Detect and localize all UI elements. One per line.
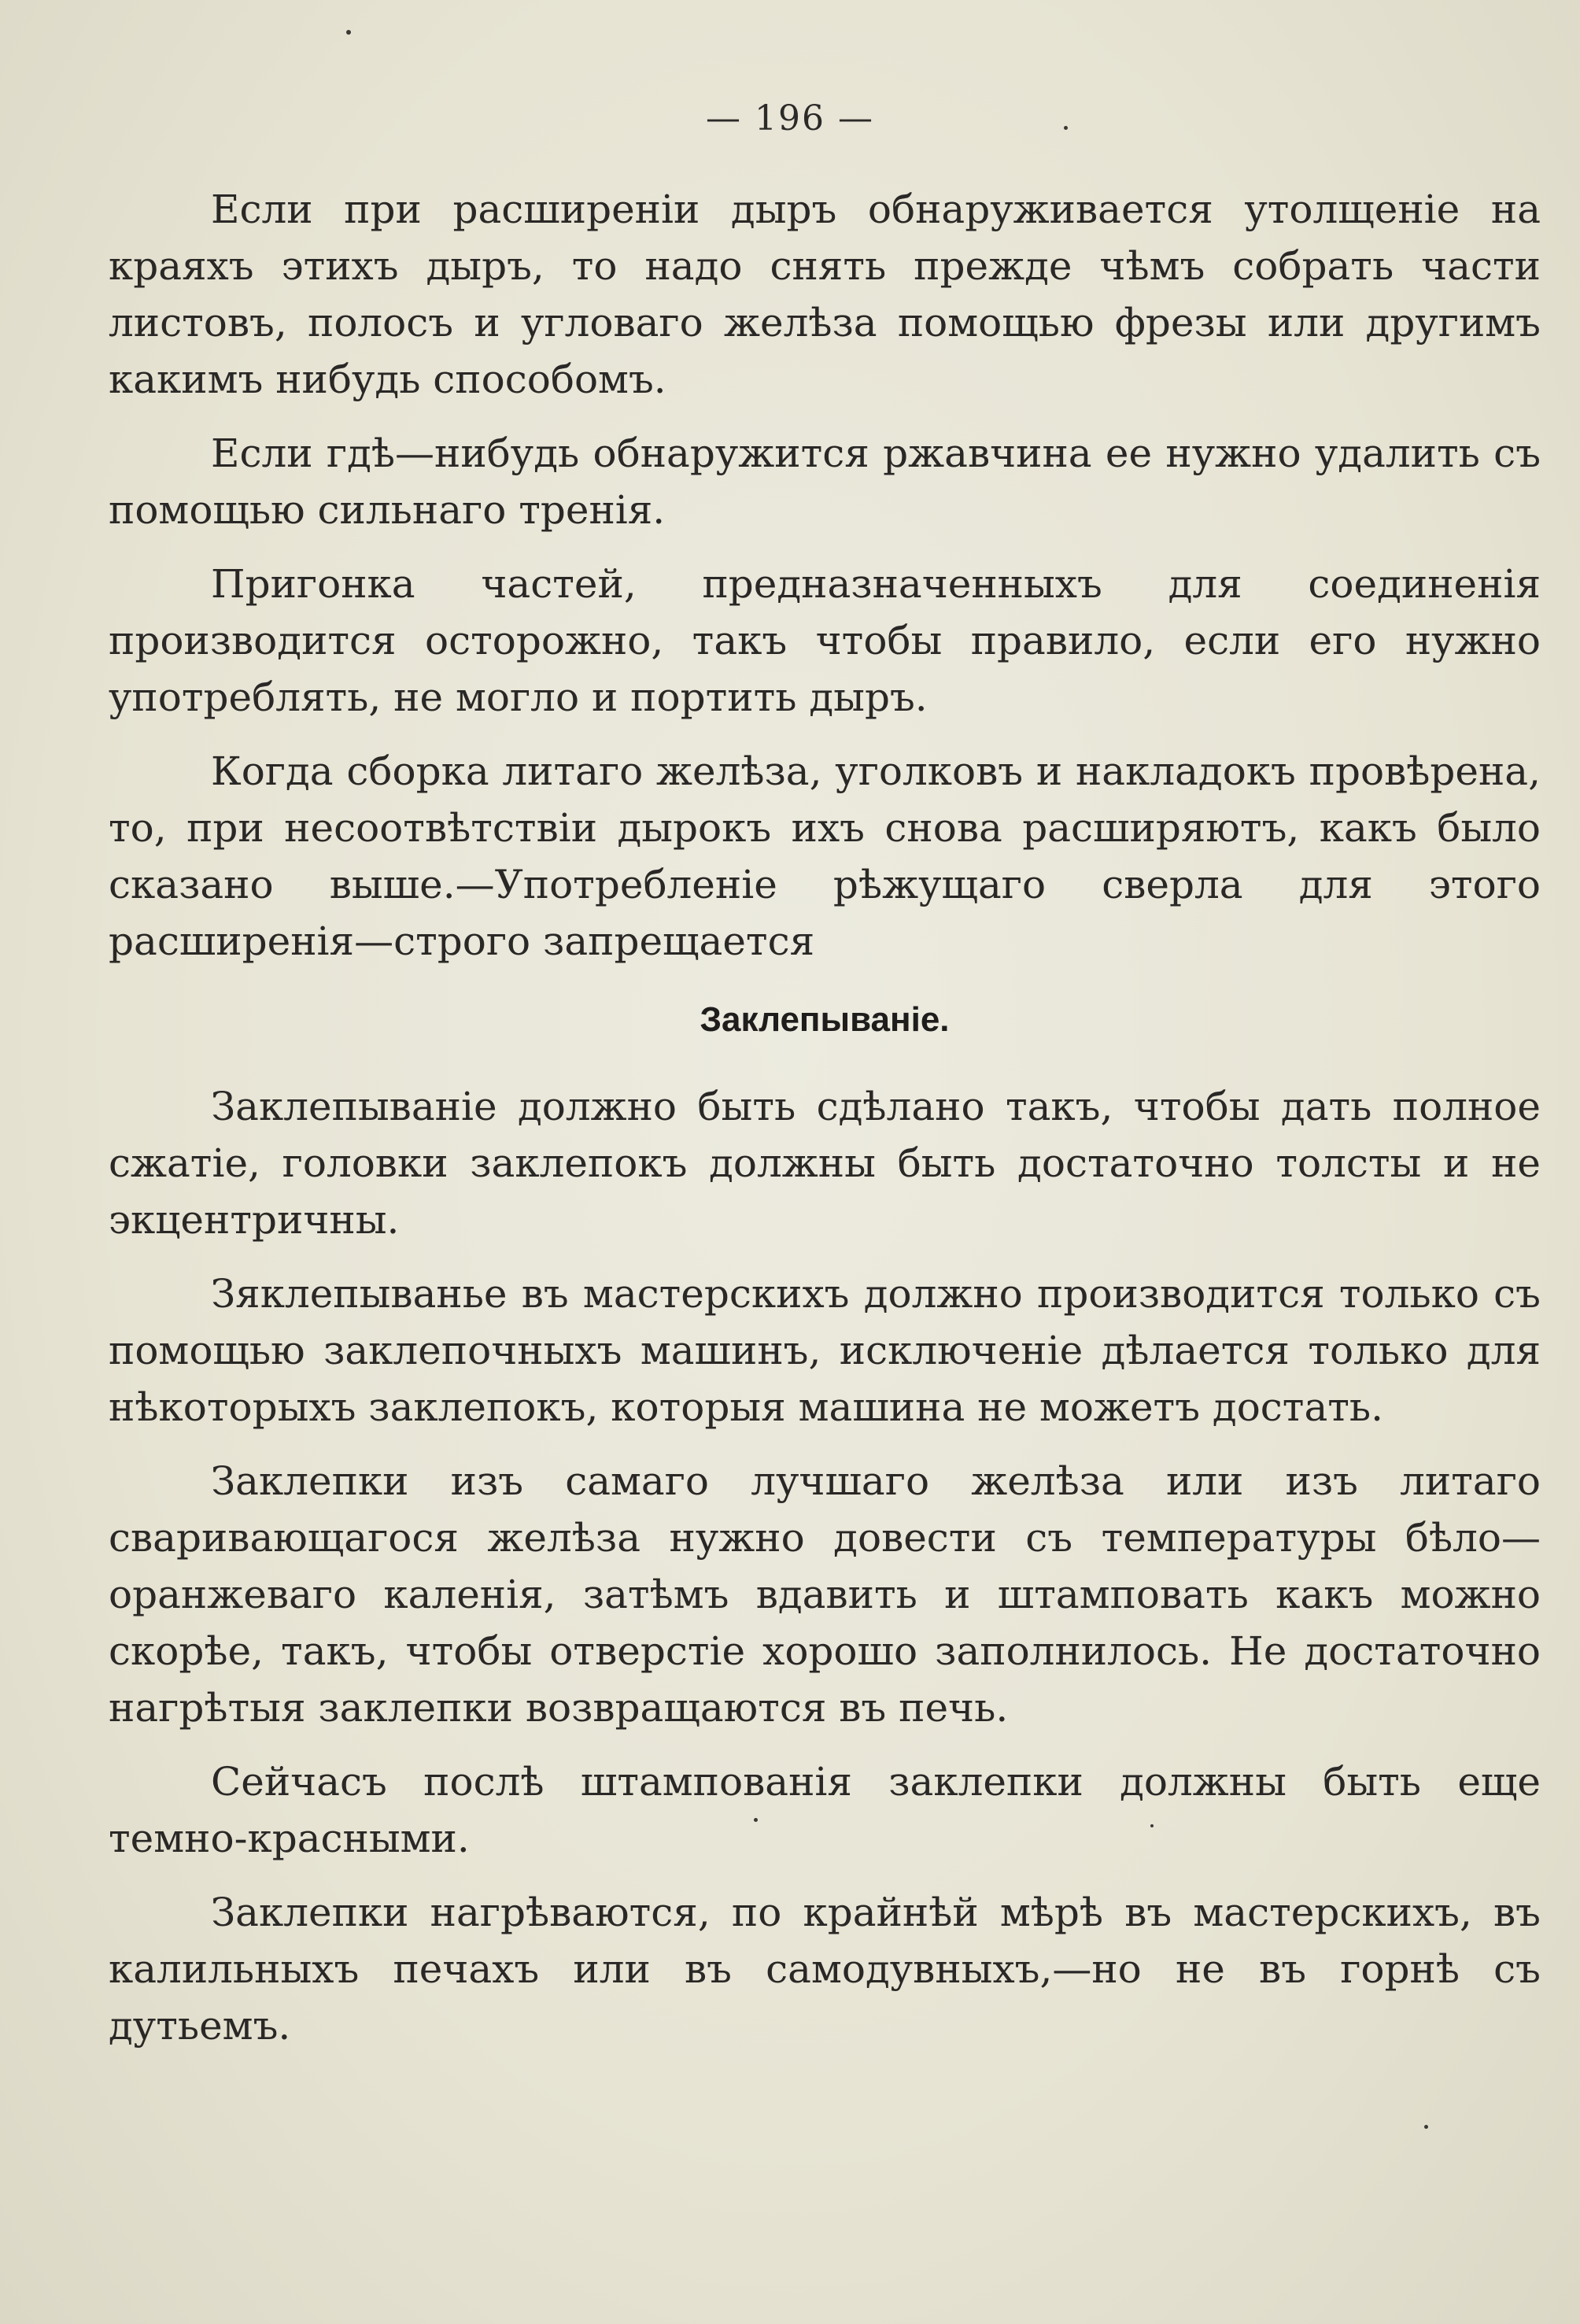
paragraph: Зяклепыванье въ мастерскихъ должно производится только съ помощью заклепочныхъ машинъ, исключенiе дѣлается только для нѣкоторыхъ заклепокъ, которыя машина не можетъ достать. [109,1271,1541,1430]
paragraph: Когда сборка литаго желѣза, уголковъ и накладокъ провѣрена, то, при несоотвѣтствiи дырокъ ихъ снова расширяютъ, какъ было сказано выше.—Употребленiе рѣжущаго сверла для этого расширенiя—строго запрещается [109,748,1541,964]
print-speck [346,30,351,35]
text-column [109,181,1541,2071]
print-speck [1064,126,1068,130]
print-speck [1150,1824,1154,1827]
paragraph: Сейчасъ послѣ штампованiя заклепки должны быть еще темно-красными. [109,1759,1541,1861]
paragraph: Заклепки изъ самаго лучшаго желѣза или изъ литаго сваривающагося желѣза нужно довести съ температуры бѣло—оранжеваго каленiя, затѣмъ вдавить и штамповать какъ можно скорѣе, такъ, чтобы отверстiе хорошо заполнилось. Не достаточно нагрѣтыя заклепки возвращаются въ печь. [109,1458,1541,1731]
paragraph: Заклепки нагрѣваются, по крайнѣй мѣрѣ въ мастерскихъ, въ калильныхъ печахъ или въ самодувныхъ,—но не въ горнѣ съ дутьемъ. [109,1890,1541,2049]
print-speck [1424,2125,1428,2129]
section-heading: Заклепыванiе. [700,1000,950,1039]
paragraph: Если гдѣ—нибудь обнаружится ржавчина ее нужно удалить съ помощью сильнаго тренiя. [109,430,1541,533]
paragraph: Пригонка частей, предназначенныхъ для соединенiя производится осторожно, такъ чтобы правило, если его нужно употреблять, не могло и портить дыръ. [109,561,1541,720]
page-number: — 196 — [706,98,874,139]
paragraph: Заклепыванiе должно быть сдѣлано такъ, чтобы дать полное сжатiе, головки заклепокъ должны быть достаточно толсты и не экцентричны. [109,1084,1541,1243]
paragraph: Если при расширенiи дыръ обнаруживается утолщенiе на краяхъ этихъ дыръ, то надо снять прежде чѣмъ собрать части листовъ, полосъ и угловаго желѣза помощью фрезы или другимъ какимъ нибудь способомъ. [109,187,1541,402]
print-speck [754,1818,758,1822]
